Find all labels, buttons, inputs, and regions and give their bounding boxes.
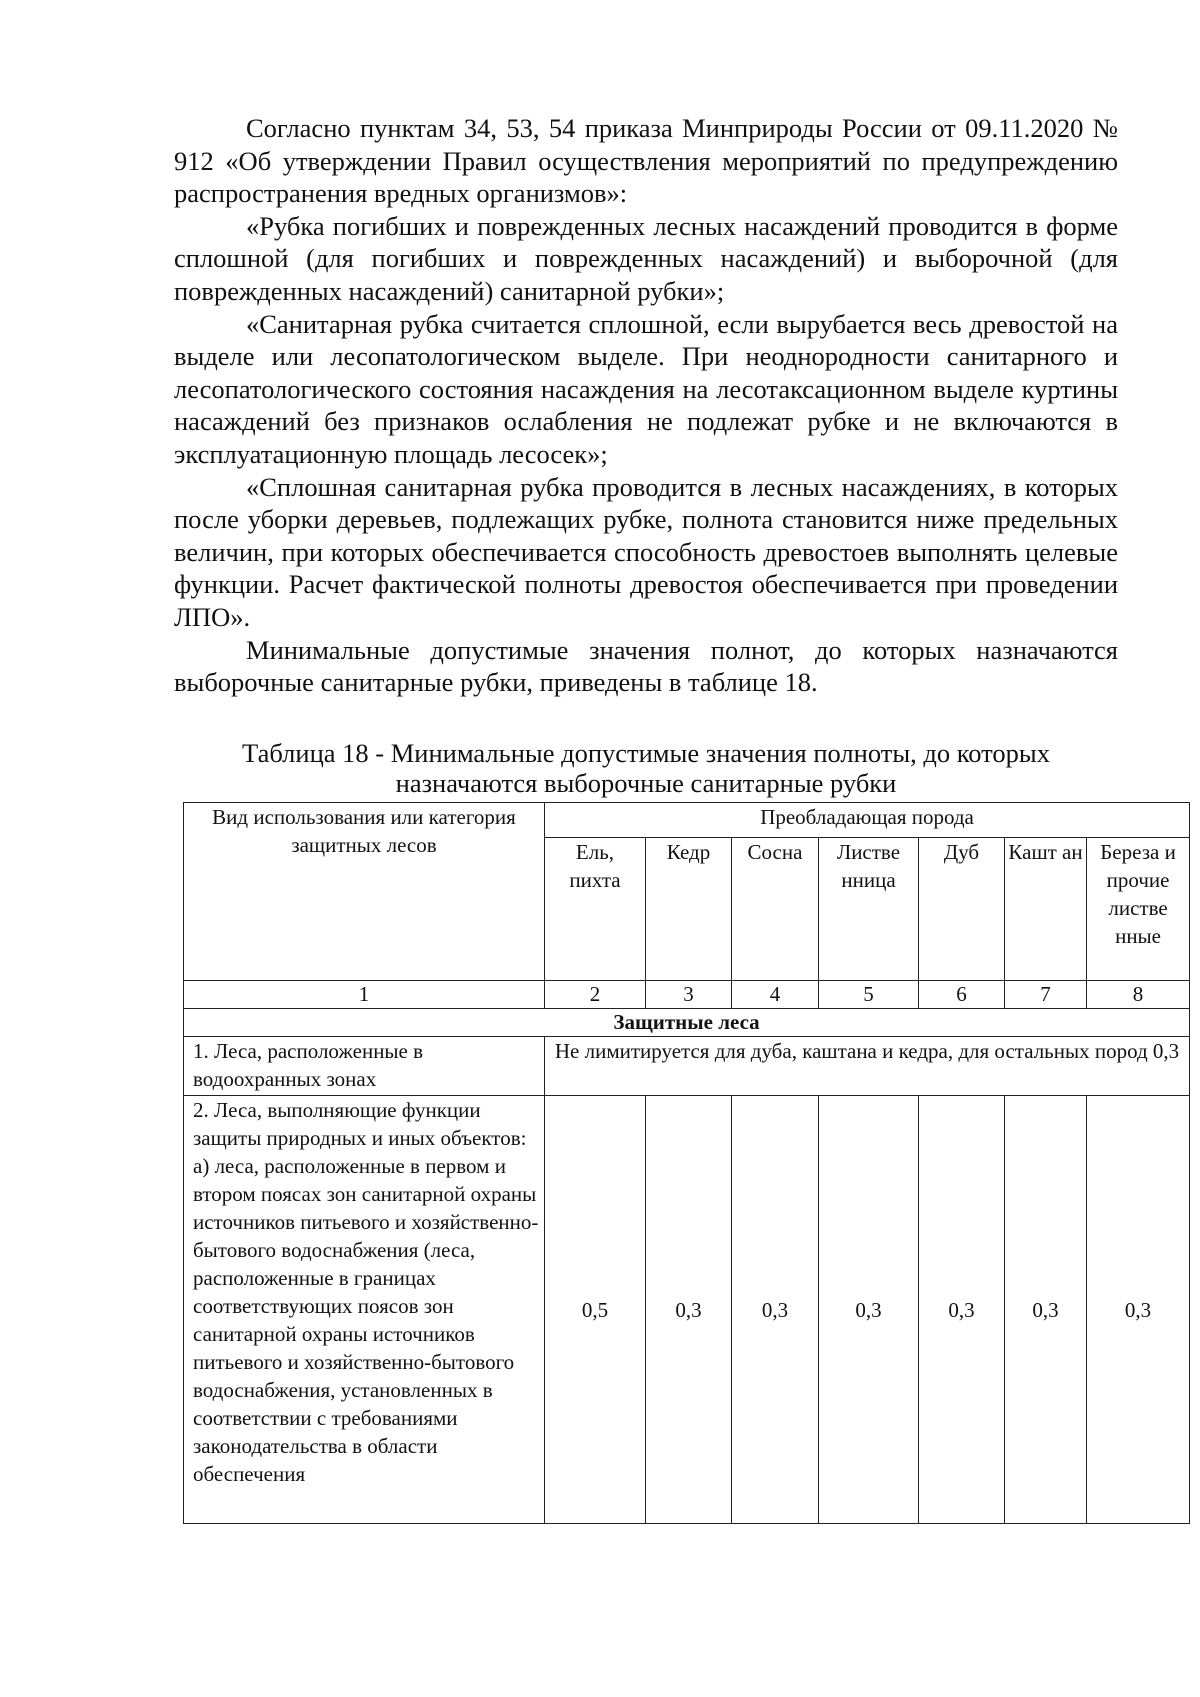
value-cell: 0,5 (545, 1096, 646, 1524)
species-header: Береза и прочие листве нные (1087, 838, 1190, 981)
table-caption (174, 738, 1118, 798)
paragraph: «Сплошная санитарная рубка проводится в лесных насаждениях, в которых после уборки деревьев, подлежащих рубке, полнота становится ниже предельных величин, при которых обеспечивается способность древостоев выполнять целевые функции. Расчет фактической полноты древостоя обеспечивается при проведении ЛПО». (174, 471, 1118, 632)
table-18 (183, 802, 1190, 1524)
column-number: 2 (545, 981, 646, 1009)
section-row (184, 1009, 1190, 1037)
paragraph: «Рубка погибших и поврежденных лесных насаждений проводится в форме сплошной (для погибших и поврежденных насаждений) и выборочной (для поврежденных насаждений) санитарной рубки»; (174, 210, 1118, 306)
species-header: Сосна (732, 838, 819, 981)
table-header-row (184, 803, 1190, 838)
row-label: 1. Леса, расположенные в водоохранных зонах (184, 1037, 545, 1096)
column-number: 7 (1005, 981, 1087, 1009)
species-header: Кашт ан (1005, 838, 1087, 981)
table-caption-line: назначаются выборочные санитарные рубки (395, 768, 897, 798)
column-number: 8 (1087, 981, 1190, 1009)
column-number: 6 (919, 981, 1005, 1009)
species-header: Ель, пихта (545, 838, 646, 981)
value-cell: 0,3 (646, 1096, 732, 1524)
paragraph: Минимальные допустимые значения полнот, до которых назначаются выборочные санитарные рубки, приведены в таблице 18. (174, 634, 1118, 698)
column-number-row (184, 981, 1190, 1009)
value-cell: 0,3 (919, 1096, 1005, 1524)
section-title: Защитные леса (184, 1009, 1190, 1037)
merged-value: Не лимитируется для дуба, каштана и кедра, для остальных пород 0,3 (545, 1037, 1190, 1096)
species-header: Дуб (919, 838, 1005, 981)
column-number: 1 (184, 981, 545, 1009)
column-number: 5 (819, 981, 919, 1009)
body-text (174, 112, 1118, 699)
row-label: 2. Леса, выполняющие функции защиты природных и иных объектов: а) леса, расположенные в первом и втором поясах зон санитарной охраны источников питьевого и хозяйственно-бытового водоснабжения (леса, расположенные в границах соответствующих поясов зон санитарной охраны источников питьевого и хозяйственно-бытового водоснабжения, установленных в соответствии с требованиями законодательства в области обеспечения (184, 1096, 545, 1524)
table-caption-line: Таблица 18 - Минимальные допустимые значения полноты, до которых (242, 738, 1050, 768)
value-cell: 0,3 (1005, 1096, 1087, 1524)
value-cell: 0,3 (732, 1096, 819, 1524)
paragraph: Согласно пунктам 34, 53, 54 приказа Минприроды России от 09.11.2020 № 912 «Об утверждении Правил осуществления мероприятий по предупреждению распространения вредных организмов»: (174, 113, 1118, 209)
column-number: 4 (732, 981, 819, 1009)
table-row (184, 1037, 1190, 1096)
species-header: Листве нница (819, 838, 919, 981)
value-cell: 0,3 (1087, 1096, 1190, 1524)
species-header: Кедр (646, 838, 732, 981)
value-cell: 0,3 (819, 1096, 919, 1524)
paragraph: «Санитарная рубка считается сплошной, если вырубается весь древостой на выделе или лесопатологическом выделе. При неоднородности санитарного и лесопатологического состояния насаждения на лесотаксационном выделе куртины насаждений без признаков ослабления не подлежат рубке и не включаются в эксплуатационную площадь лесосек»; (174, 308, 1118, 469)
group-header: Преобладающая порода (545, 803, 1190, 838)
column-number: 3 (646, 981, 732, 1009)
col1-header: Вид использования или категория защитных лесов (184, 803, 545, 981)
table-row (184, 1096, 1190, 1524)
